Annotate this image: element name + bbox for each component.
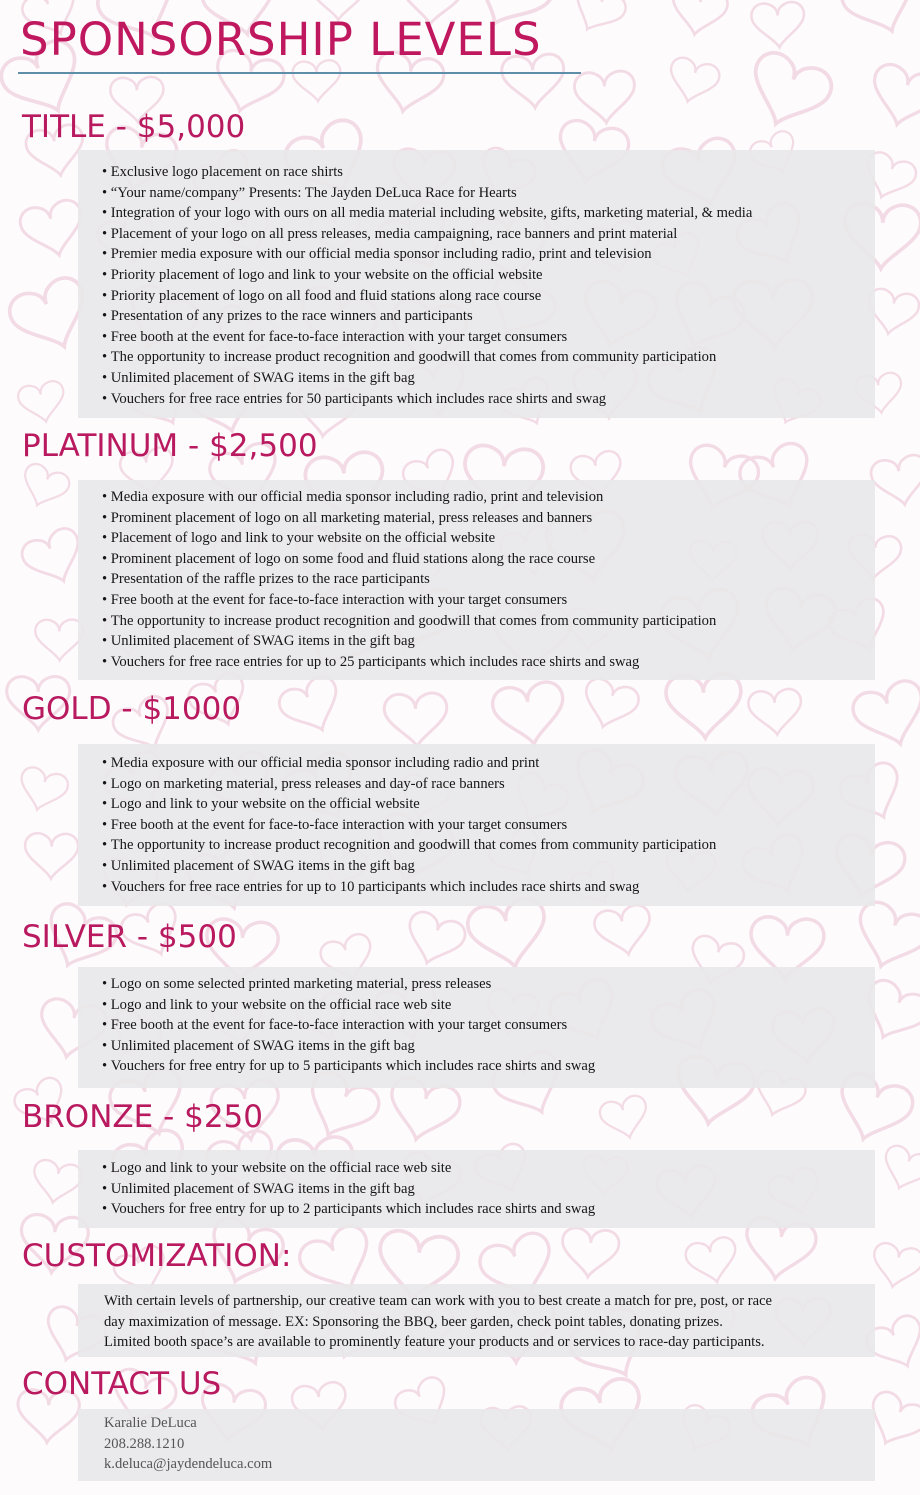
customization-line: With certain levels of partnership, our creative team can work with you to best create a match for pre, post, or race [104,1293,773,1309]
benefit-item: • Logo and link to your website on the official website [102,794,867,815]
heart-outline-icon [849,677,920,755]
heart-outline-icon [275,672,349,742]
level-heading: GOLD - $1000 [22,691,242,727]
heart-outline-icon [24,833,78,879]
benefit-item: • Unlimited placement of SWAG items in the gift bag [102,368,867,389]
customization-box [78,1284,875,1357]
heart-outline-icon [16,461,72,514]
benefit-item: • Vouchers for free race entries for up to 25 participants which includes race shirts and swag [102,652,867,673]
heart-outline-icon [490,680,569,750]
benefits-list [102,487,867,672]
benefit-item: • Placement of your logo on all press releases, media campaigning, race banners and print material [102,224,867,245]
benefit-item: • Media exposure with our official media sponsor including radio and print [102,753,867,774]
heart-outline-icon [837,0,920,44]
heart-outline-icon [35,619,83,660]
heart-outline-icon [564,0,629,41]
heart-outline-icon [847,898,920,978]
heart-outline-icon [868,1241,920,1292]
heart-outline-icon [747,688,803,737]
contact-phone[interactable]: 208.288.1210 [104,1435,185,1452]
benefit-item: • Priority placement of logo and link to your website on the official website [102,265,867,286]
customization-line: Limited booth space’s are available to prominently feature your products and or services to race-day participants. [104,1334,765,1351]
benefit-item: • Unlimited placement of SWAG items in the gift bag [102,631,867,652]
benefit-item: • Vouchers for free entry for up to 5 participants which includes race shirts and swag [102,1056,867,1077]
heart-outline-icon [577,676,641,735]
heart-outline-icon [384,692,449,748]
contact-name: Karalie DeLuca [104,1415,197,1431]
heart-outline-icon [739,47,836,138]
level-heading: PLATINUM - $2,500 [22,428,318,464]
heart-outline-icon [598,1093,653,1143]
benefit-item: • Premier media exposure with our official media sponsor including radio, print and television [102,244,867,265]
benefit-item: • Free booth at the event for face-to-face interaction with your target consumers [102,590,867,611]
contact-heading: CONTACT US [22,1366,222,1402]
level-benefits-box [78,967,875,1088]
customization-heading: CUSTOMIZATION: [22,1238,292,1274]
benefit-item: • Media exposure with our official media sponsor including radio, print and television [102,487,867,508]
level-heading: SILVER - $500 [22,919,237,955]
benefits-list [102,753,867,897]
benefit-item: • Unlimited placement of SWAG items in the gift bag [102,1036,867,1057]
heart-outline-icon [400,909,468,972]
benefit-item: • Prominent placement of logo on some food and fluid stations along the race course [102,549,867,570]
heart-outline-icon [665,673,742,740]
heart-outline-icon [560,1227,620,1279]
benefit-item: • Logo and link to your website on the official race web site [102,995,867,1016]
benefit-item: • The opportunity to increase product recognition and goodwill that comes from community participation [102,347,867,368]
benefit-item: • Prominent placement of logo on all marketing material, press releases and banners [102,508,867,529]
page-title: SPONSORSHIP LEVELS [20,13,542,66]
level-benefits-box [78,150,875,418]
level-heading: TITLE - $5,000 [22,109,246,145]
benefit-item: • Integration of your logo with ours on all media material including website, gifts, marketing material, & media [102,203,867,224]
benefit-item: • Free booth at the event for face-to-face interaction with your target consumers [102,327,867,348]
benefit-item: • Presentation of the raffle prizes to the race participants [102,569,867,590]
heart-outline-icon [668,0,730,39]
benefits-list [102,974,867,1077]
heart-outline-icon [877,1143,920,1196]
benefit-item: • Priority placement of logo on all food and fluid stations along race course [102,286,867,307]
benefit-item: • The opportunity to increase product recognition and goodwill that comes from community participation [102,835,867,856]
level-benefits-box [78,1150,875,1228]
benefit-item: • Vouchers for free race entries for 50 participants which includes race shirts and swag [102,389,867,410]
customization-line: day maximization of message. EX: Sponsoring the BBQ, beer garden, check point tables, donating prizes. [104,1313,723,1330]
benefit-item: • The opportunity to increase product recognition and goodwill that comes from community participation [102,611,867,632]
benefit-item: • Logo on marketing material, press releases and day-of race banners [102,774,867,795]
benefit-item: • Free booth at the event for face-to-face interaction with your target consumers [102,815,867,836]
benefit-item: • Exclusive logo placement on race shirts [102,162,867,183]
heart-outline-icon [29,1158,84,1207]
heart-outline-icon [683,1235,741,1287]
heart-outline-icon [592,903,656,960]
level-heading: BRONZE - $250 [22,1099,264,1135]
benefit-item: • Presentation of any prizes to the race winners and participants [102,306,867,327]
heart-outline-icon [465,895,553,974]
benefit-item: • “Your name/company” Presents: The Jayden DeLuca Race for Hearts [102,183,867,204]
contact-email[interactable]: k.deluca@jaydendeluca.com [104,1456,273,1473]
benefit-item: • Placement of logo and link to your website on the official website [102,528,867,549]
heart-outline-icon [865,61,920,133]
heart-outline-icon [574,70,637,124]
benefit-item: • Vouchers for free race entries for up to 10 participants which includes race shirts and swag [102,877,867,898]
heart-outline-icon [16,379,68,426]
heart-outline-icon [869,453,920,510]
benefit-item: • Logo and link to your website on the official race web site [102,1158,867,1179]
benefits-list [102,1158,867,1220]
benefit-item: • Free booth at the event for face-to-face interaction with your target consumers [102,1015,867,1036]
benefit-item: • Unlimited placement of SWAG items in the gift bag [102,856,867,877]
level-benefits-box [78,744,875,906]
benefit-item: • Logo on some selected printed marketing material, press releases [102,974,867,995]
heart-outline-icon [751,1,806,49]
heart-outline-icon [664,55,722,108]
contact-box [78,1409,875,1481]
benefit-item: • Unlimited placement of SWAG items in the gift bag [102,1179,867,1200]
benefits-list [102,162,867,409]
heart-outline-icon [14,765,70,816]
benefit-item: • Vouchers for free entry for up to 2 participants which includes race shirts and swag [102,1199,867,1220]
level-benefits-box [78,480,875,680]
title-underline [18,72,581,74]
